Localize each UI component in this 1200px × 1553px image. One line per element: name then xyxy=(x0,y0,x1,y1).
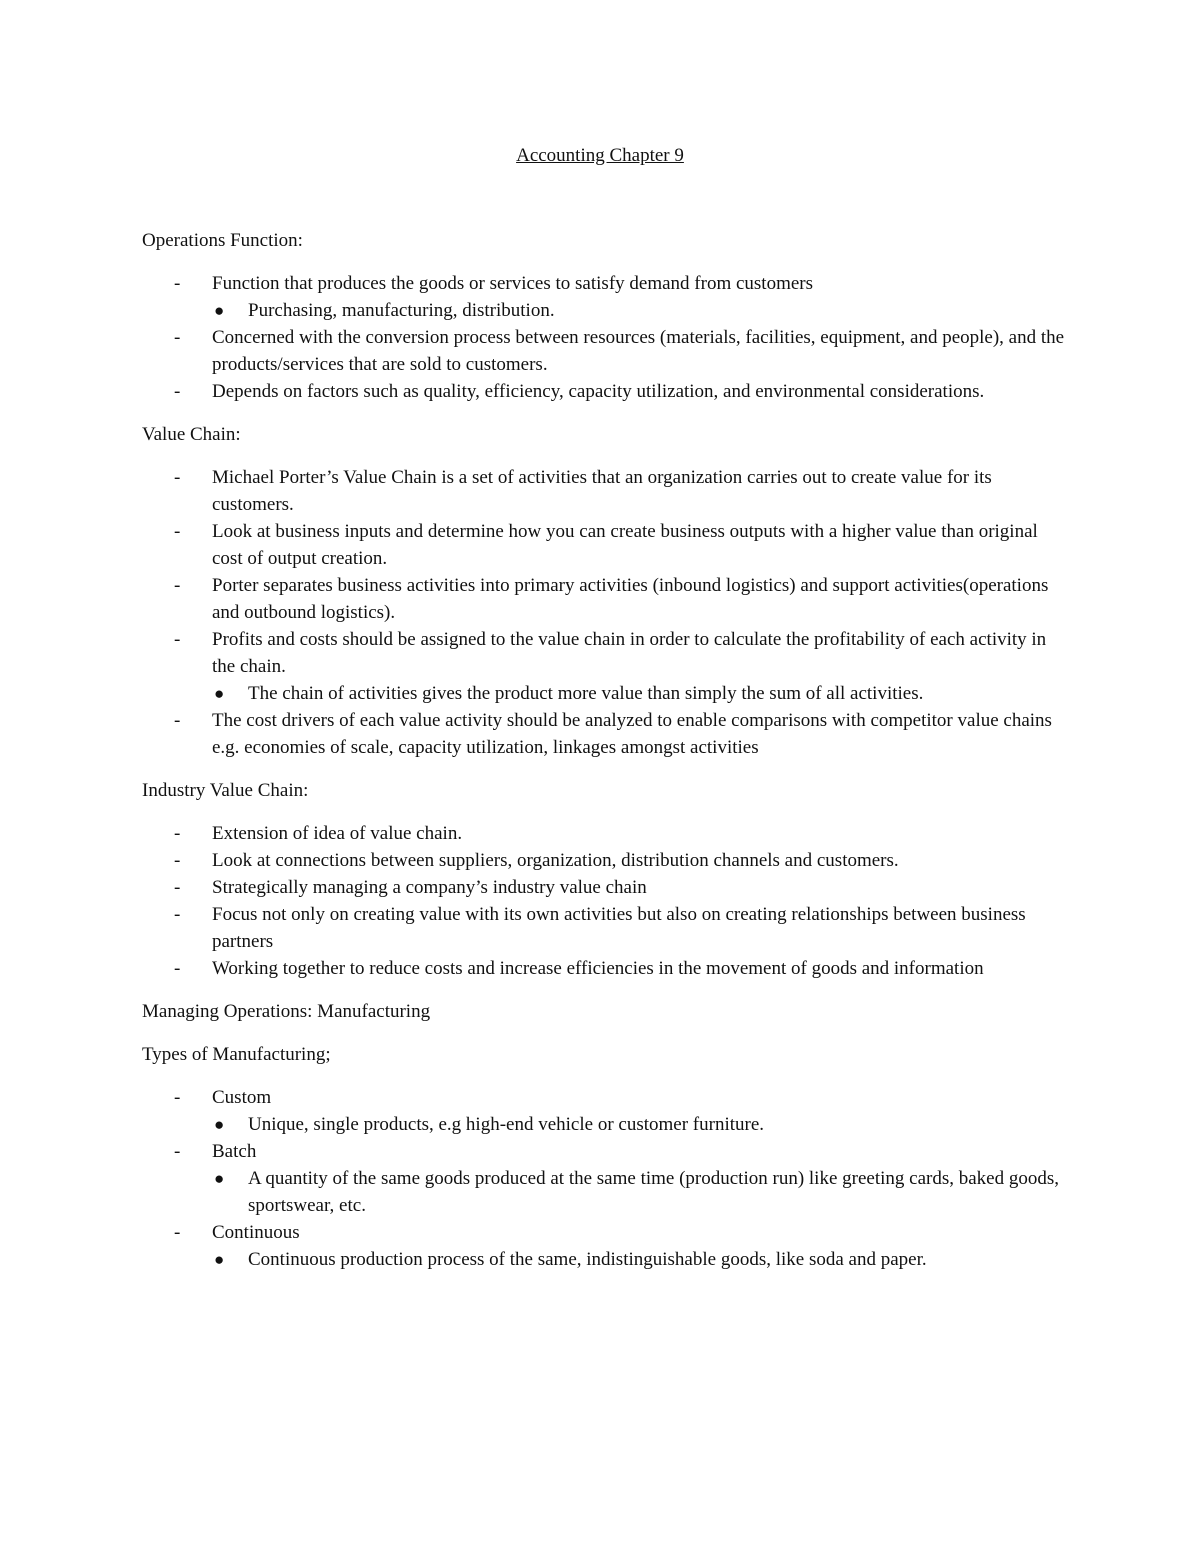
dash-bullet-icon: - xyxy=(174,904,181,925)
list-item-text: Continuous xyxy=(212,1222,300,1243)
list-item-text: Function that produces the goods or services to satisfy demand from customers xyxy=(212,273,814,294)
list-item xyxy=(0,626,1200,680)
list-item xyxy=(0,1138,1200,1165)
dash-bullet-icon: - xyxy=(174,958,181,979)
round-bullet-icon: ● xyxy=(214,684,225,703)
sub-list-item-text: A quantity of the same goods produced at the same time (production run) like greeting cards, baked goods, sportswear, etc. xyxy=(248,1168,1059,1216)
sub-list-item xyxy=(0,680,1200,707)
dash-bullet-icon: - xyxy=(174,575,181,596)
list-item-text: Look at connections between suppliers, organization, distribution channels and customers. xyxy=(212,850,899,871)
sub-list-item-text: The chain of activities gives the product more value than simply the sum of all activities. xyxy=(248,683,924,704)
list-item xyxy=(0,820,1200,847)
section xyxy=(0,421,1200,761)
list-item-text: Custom xyxy=(212,1087,272,1108)
section xyxy=(0,227,1200,405)
list-item-text: Depends on factors such as quality, efficiency, capacity utilization, and environmental considerations. xyxy=(212,381,985,402)
section-heading: Value Chain: xyxy=(142,424,241,445)
sub-list-item-text: Purchasing, manufacturing, distribution. xyxy=(248,300,555,321)
list-item-text: Michael Porter’s Value Chain is a set of activities that an organization carries out to create value for its customers. xyxy=(212,467,992,515)
list-item xyxy=(0,324,1200,378)
list-item xyxy=(0,464,1200,518)
section-heading: Types of Manufacturing; xyxy=(142,1044,331,1065)
list-item xyxy=(0,847,1200,874)
dash-bullet-icon: - xyxy=(174,629,181,650)
section xyxy=(0,998,1200,1025)
list-item xyxy=(0,378,1200,405)
section xyxy=(0,777,1200,982)
section-heading: Industry Value Chain: xyxy=(142,780,309,801)
dash-bullet-icon: - xyxy=(174,381,181,402)
list-item xyxy=(0,901,1200,955)
list-item-text: Look at business inputs and determine how you can create business outputs with a higher value than original cost of output creation. xyxy=(212,521,1038,569)
list-item xyxy=(0,518,1200,572)
list-item-text: Profits and costs should be assigned to the value chain in order to calculate the profitability of each activity in the chain. xyxy=(212,629,1047,677)
dash-bullet-icon: - xyxy=(174,823,181,844)
list-item xyxy=(0,955,1200,982)
dash-bullet-icon: - xyxy=(174,521,181,542)
round-bullet-icon: ● xyxy=(214,1115,225,1134)
list-item-text: Batch xyxy=(212,1141,257,1162)
list-item xyxy=(0,1084,1200,1111)
dash-bullet-icon: - xyxy=(174,1222,181,1243)
list-item-text: Working together to reduce costs and increase efficiencies in the movement of goods and information xyxy=(212,958,984,979)
dash-bullet-icon: - xyxy=(174,1141,181,1162)
list-item-text: Extension of idea of value chain. xyxy=(212,823,463,844)
sub-list-item-text: Continuous production process of the same, indistinguishable goods, like soda and paper. xyxy=(248,1249,927,1270)
sub-list-item-text: Unique, single products, e.g high-end vehicle or customer furniture. xyxy=(248,1114,765,1135)
round-bullet-icon: ● xyxy=(214,1250,225,1269)
round-bullet-icon: ● xyxy=(214,301,225,320)
section xyxy=(0,1041,1200,1273)
sub-list-item xyxy=(0,297,1200,324)
dash-bullet-icon: - xyxy=(174,877,181,898)
section-heading: Operations Function: xyxy=(142,230,303,251)
list-item-text: The cost drivers of each value activity should be analyzed to enable comparisons with competitor value chains e.g. economies of scale, capacity utilization, linkages amongst activities xyxy=(212,710,1052,758)
round-bullet-icon: ● xyxy=(214,1169,225,1188)
list-item xyxy=(0,1219,1200,1246)
list-item-text: Porter separates business activities into primary activities (inbound logistics) and support activities(operations and outbound logistics). xyxy=(212,575,1049,623)
list-item-text: Focus not only on creating value with its own activities but also on creating relationships between business partners xyxy=(212,904,1026,952)
dash-bullet-icon: - xyxy=(174,710,181,731)
list-item xyxy=(0,707,1200,761)
list-item xyxy=(0,270,1200,297)
sub-list-item xyxy=(0,1246,1200,1273)
dash-bullet-icon: - xyxy=(174,1087,181,1108)
list-item-text: Strategically managing a company’s industry value chain xyxy=(212,877,647,898)
dash-bullet-icon: - xyxy=(174,467,181,488)
document-body xyxy=(0,227,1200,1289)
dash-bullet-icon: - xyxy=(174,273,181,294)
list-item xyxy=(0,874,1200,901)
list-item xyxy=(0,572,1200,626)
section-heading: Managing Operations: Manufacturing xyxy=(142,1001,431,1022)
dash-bullet-icon: - xyxy=(174,850,181,871)
dash-bullet-icon: - xyxy=(174,327,181,348)
document-title: Accounting Chapter 9 xyxy=(516,145,684,166)
sub-list-item xyxy=(0,1111,1200,1138)
sub-list-item xyxy=(0,1165,1200,1219)
list-item-text: Concerned with the conversion process between resources (materials, facilities, equipment, and people), and the products/services that are sold to customers. xyxy=(212,327,1065,375)
